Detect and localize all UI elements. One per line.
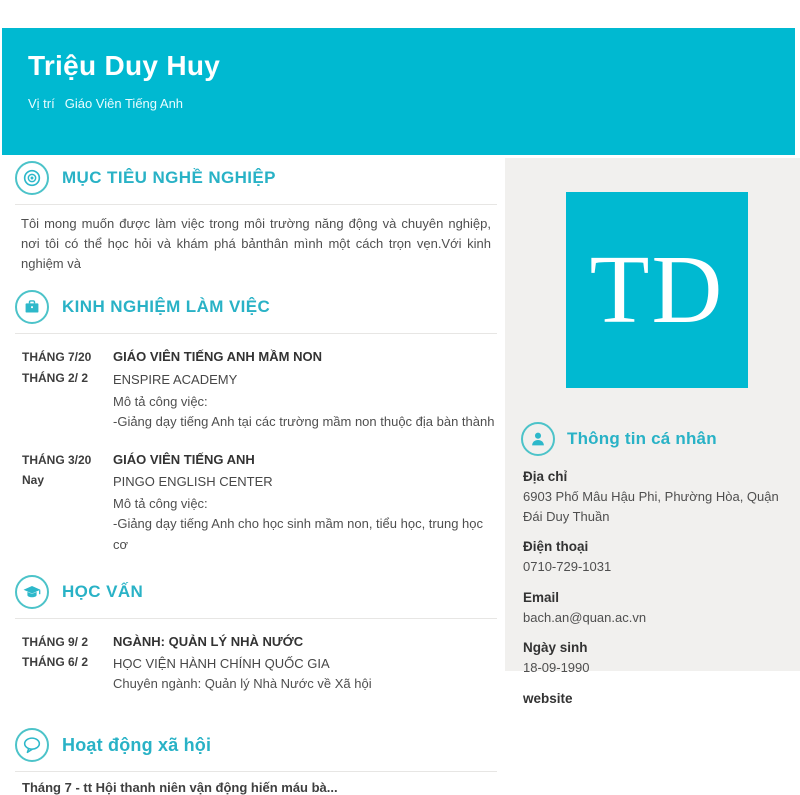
- section-objective: [15, 161, 497, 274]
- entry-desc-label: Mô tả công việc:: [113, 496, 208, 512]
- entry-dates: [15, 450, 95, 555]
- info-item-phone: [523, 539, 786, 577]
- date-from: THÁNG 7/20: [22, 350, 92, 365]
- section-objective-header: [15, 161, 497, 205]
- education-entries: [15, 632, 497, 698]
- section-education: [15, 575, 497, 698]
- entry-body: [95, 347, 497, 432]
- date-to: THÁNG 2/ 2: [22, 370, 89, 385]
- info-item-birthday: [523, 640, 786, 678]
- entry-role: GIÁO VIÊN TIẾNG ANH MẦM NON: [113, 349, 322, 365]
- entry-desc-label: Mô tả công việc:: [113, 393, 208, 409]
- info-item-email: [523, 590, 786, 628]
- section-objective-title: MỤC TIÊU NGHỀ NGHIỆP: [62, 168, 276, 187]
- section-activities: [15, 728, 497, 795]
- entry-dates: [15, 632, 95, 694]
- info-label: Điện thoại: [523, 539, 589, 554]
- education-entry: [15, 632, 497, 694]
- info-value: 6903 Phố Mâu Hậu Phi, Phường Hòa, Quận Đái Duy Thuần: [523, 489, 779, 524]
- info-item-address: [523, 469, 786, 526]
- experience-entry: [15, 450, 497, 555]
- date-to: Nay: [22, 473, 45, 488]
- info-item-website: [523, 691, 786, 706]
- info-value: 0710-729-1031: [523, 559, 612, 574]
- section-experience-header: [15, 290, 497, 334]
- experience-entries: [15, 347, 497, 558]
- person-icon: [521, 422, 555, 456]
- target-icon: [15, 161, 49, 195]
- candidate-name: Triệu Duy Huy: [28, 50, 221, 81]
- briefcase-icon: [15, 290, 49, 324]
- personal-info-header: [521, 422, 800, 456]
- personal-info-title: Thông tin cá nhân: [567, 429, 717, 448]
- graduation-cap-icon: [15, 575, 49, 609]
- entry-company: PINGO ENGLISH CENTER: [113, 474, 273, 490]
- header-band: [2, 28, 795, 155]
- info-label: website: [523, 690, 573, 706]
- activities-partial-line: Tháng 7 - tt Hội thanh niên vận động hiến máu bà...: [22, 780, 338, 795]
- experience-entry: [15, 347, 497, 432]
- date-from: THÁNG 9/ 2: [22, 634, 89, 649]
- monogram-text: TD: [589, 236, 725, 344]
- entry-dates: [15, 347, 95, 432]
- education-major: NGÀNH: QUẢN LÝ NHÀ NƯỚC: [113, 633, 304, 649]
- position-label: Vị trí: [28, 96, 55, 111]
- section-activities-header: [15, 728, 497, 772]
- position-line: [28, 96, 769, 111]
- entry-company: ENSPIRE ACADEMY: [113, 371, 238, 387]
- speech-bubble-icon: [15, 728, 49, 762]
- entry-desc: -Giảng dạy tiếng Anh tại các trường mầm non thuộc địa bàn thành: [113, 413, 495, 429]
- date-to: THÁNG 6/ 2: [22, 655, 89, 670]
- entry-body: [95, 632, 497, 694]
- section-experience: [15, 290, 497, 558]
- entry-body: [95, 450, 497, 555]
- personal-info-items: [523, 469, 786, 706]
- education-school: HỌC VIỆN HÀNH CHÍNH QUỐC GIA: [113, 655, 330, 671]
- date-from: THÁNG 3/20: [22, 452, 92, 467]
- info-value: bach.an@quan.ac.vn: [523, 609, 647, 625]
- entry-desc: -Giảng dạy tiếng Anh cho học sinh mầm non, tiểu học, trung học cơ: [113, 516, 484, 552]
- education-detail: Chuyên ngành: Quản lý Nhà Nước về Xã hội: [113, 675, 372, 691]
- sidebar: [505, 158, 800, 706]
- objective-text: Tôi mong muốn được làm việc trong môi trường năng động và chuyên nghiệp, nơi tôi có thể học hỏi và khám phá bảnthân mình một cách trọn vẹn.Với kinh nghiệm và: [21, 216, 491, 272]
- entry-role: GIÁO VIÊN TIẾNG ANH: [113, 451, 255, 467]
- info-label: Email: [523, 589, 560, 605]
- section-activities-title: Hoạt động xã hội: [62, 734, 212, 755]
- position-value: Giáo Viên Tiếng Anh: [64, 96, 184, 111]
- info-label: Địa chỉ: [523, 469, 568, 484]
- info-label: Ngày sinh: [523, 640, 588, 655]
- main-column: [15, 161, 497, 795]
- info-value: 18-09-1990: [523, 660, 590, 675]
- section-experience-title: KINH NGHIỆM LÀM VIỆC: [62, 297, 271, 317]
- section-education-header: [15, 575, 497, 619]
- monogram-square: [566, 192, 748, 388]
- section-education-title: HỌC VẤN: [62, 581, 144, 601]
